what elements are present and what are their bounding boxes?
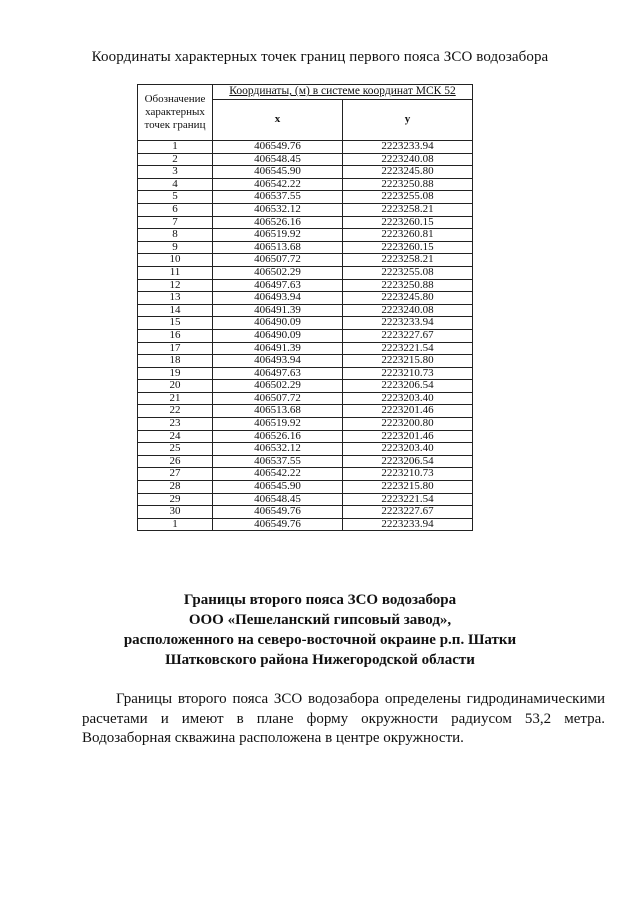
cell-y: 2223233.94 bbox=[343, 141, 473, 154]
cell-x: 406507.72 bbox=[213, 254, 343, 267]
cell-x: 406537.55 bbox=[213, 455, 343, 468]
cell-y: 2223258.21 bbox=[343, 203, 473, 216]
cell-x: 406491.39 bbox=[213, 304, 343, 317]
table-row bbox=[138, 203, 473, 216]
cell-y: 2223200.80 bbox=[343, 418, 473, 431]
cell-point: 30 bbox=[138, 506, 213, 519]
cell-x: 406519.92 bbox=[213, 229, 343, 242]
cell-point: 22 bbox=[138, 405, 213, 418]
cell-point: 27 bbox=[138, 468, 213, 481]
table-row bbox=[138, 481, 473, 494]
table-row bbox=[138, 418, 473, 431]
cell-x: 406502.29 bbox=[213, 380, 343, 393]
cell-y: 2223210.73 bbox=[343, 468, 473, 481]
cell-y: 2223201.46 bbox=[343, 430, 473, 443]
table-row bbox=[138, 229, 473, 242]
table-row bbox=[138, 468, 473, 481]
cell-x: 406507.72 bbox=[213, 392, 343, 405]
heading-line: ООО «Пешеланский гипсовый завод», bbox=[188, 612, 452, 628]
table-row bbox=[138, 367, 473, 380]
table-row bbox=[138, 266, 473, 279]
cell-point: 10 bbox=[138, 254, 213, 267]
table-row bbox=[138, 191, 473, 204]
cell-y: 2223245.80 bbox=[343, 292, 473, 305]
table-row bbox=[138, 443, 473, 456]
cell-x: 406497.63 bbox=[213, 279, 343, 292]
cell-y: 2223240.08 bbox=[343, 304, 473, 317]
table-row bbox=[138, 166, 473, 179]
cell-x: 406549.76 bbox=[213, 518, 343, 531]
cell-x: 406493.94 bbox=[213, 355, 343, 368]
cell-point: 23 bbox=[138, 418, 213, 431]
table-row bbox=[138, 518, 473, 531]
cell-y: 2223250.88 bbox=[343, 279, 473, 292]
table-row bbox=[138, 430, 473, 443]
column-header-y: у bbox=[343, 100, 473, 141]
cell-point: 9 bbox=[138, 241, 213, 254]
cell-x: 406549.76 bbox=[213, 141, 343, 154]
cell-point: 11 bbox=[138, 266, 213, 279]
cell-y: 2223203.40 bbox=[343, 443, 473, 456]
cell-point: 24 bbox=[138, 430, 213, 443]
table-row bbox=[138, 405, 473, 418]
cell-y: 2223221.54 bbox=[343, 493, 473, 506]
table-row bbox=[138, 304, 473, 317]
page-title: Координаты характерных точек границ первого пояса ЗСО водозабора bbox=[91, 49, 549, 65]
table-row bbox=[138, 178, 473, 191]
coordinates-table bbox=[137, 84, 473, 531]
cell-x: 406532.12 bbox=[213, 443, 343, 456]
column-header-x: х bbox=[213, 100, 343, 141]
heading-line: Границы второго пояса ЗСО водозабора bbox=[183, 592, 457, 608]
cell-point: 19 bbox=[138, 367, 213, 380]
cell-point: 13 bbox=[138, 292, 213, 305]
cell-y: 2223206.54 bbox=[343, 455, 473, 468]
table-row bbox=[138, 254, 473, 267]
cell-x: 406491.39 bbox=[213, 342, 343, 355]
cell-y: 2223255.08 bbox=[343, 266, 473, 279]
cell-point: 6 bbox=[138, 203, 213, 216]
second-zone-paragraph bbox=[82, 690, 605, 749]
cell-x: 406513.68 bbox=[213, 241, 343, 254]
table-row bbox=[138, 455, 473, 468]
cell-x: 406493.94 bbox=[213, 292, 343, 305]
paragraph-text: Границы второго пояса ЗСО водозабора определены гидродинамическими расчетами и имеют в плане форму окружности радиусом 53,2 метра. Водозаборная скважина расположена в центре окружности. bbox=[82, 691, 605, 746]
table-row bbox=[138, 141, 473, 154]
cell-y: 2223240.08 bbox=[343, 153, 473, 166]
cell-x: 406545.90 bbox=[213, 481, 343, 494]
cell-x: 406526.16 bbox=[213, 216, 343, 229]
coordinates-table-body bbox=[138, 141, 473, 531]
cell-x: 406502.29 bbox=[213, 266, 343, 279]
cell-point: 26 bbox=[138, 455, 213, 468]
cell-point: 17 bbox=[138, 342, 213, 355]
cell-point: 2 bbox=[138, 153, 213, 166]
cell-y: 2223215.80 bbox=[343, 481, 473, 494]
column-header-coordinates: Координаты, (м) в системе координат МСК 52 bbox=[213, 85, 473, 100]
cell-point: 3 bbox=[138, 166, 213, 179]
cell-y: 2223210.73 bbox=[343, 367, 473, 380]
cell-y: 2223203.40 bbox=[343, 392, 473, 405]
table-row bbox=[138, 329, 473, 342]
cell-y: 2223233.94 bbox=[343, 518, 473, 531]
cell-y: 2223258.21 bbox=[343, 254, 473, 267]
cell-point: 15 bbox=[138, 317, 213, 330]
cell-point: 1 bbox=[138, 141, 213, 154]
cell-x: 406490.09 bbox=[213, 317, 343, 330]
table-row bbox=[138, 493, 473, 506]
table-row bbox=[138, 342, 473, 355]
table-row bbox=[138, 317, 473, 330]
cell-x: 406513.68 bbox=[213, 405, 343, 418]
cell-point: 21 bbox=[138, 392, 213, 405]
cell-x: 406542.22 bbox=[213, 468, 343, 481]
cell-point: 16 bbox=[138, 329, 213, 342]
heading-line: Шатковского района Нижегородской области bbox=[165, 652, 475, 668]
cell-y: 2223201.46 bbox=[343, 405, 473, 418]
cell-x: 406519.92 bbox=[213, 418, 343, 431]
second-zone-heading bbox=[0, 590, 640, 670]
cell-x: 406497.63 bbox=[213, 367, 343, 380]
cell-y: 2223233.94 bbox=[343, 317, 473, 330]
cell-x: 406542.22 bbox=[213, 178, 343, 191]
cell-point: 7 bbox=[138, 216, 213, 229]
heading-line: расположенного на северо-восточной окраине р.п. Шатки bbox=[123, 632, 517, 648]
table-row bbox=[138, 392, 473, 405]
cell-point: 20 bbox=[138, 380, 213, 393]
cell-y: 2223227.67 bbox=[343, 506, 473, 519]
cell-y: 2223221.54 bbox=[343, 342, 473, 355]
cell-y: 2223215.80 bbox=[343, 355, 473, 368]
cell-point: 12 bbox=[138, 279, 213, 292]
table-row bbox=[138, 216, 473, 229]
cell-point: 18 bbox=[138, 355, 213, 368]
cell-y: 2223245.80 bbox=[343, 166, 473, 179]
cell-point: 1 bbox=[138, 518, 213, 531]
cell-y: 2223227.67 bbox=[343, 329, 473, 342]
cell-y: 2223260.15 bbox=[343, 216, 473, 229]
cell-point: 25 bbox=[138, 443, 213, 456]
cell-y: 2223260.15 bbox=[343, 241, 473, 254]
cell-point: 4 bbox=[138, 178, 213, 191]
cell-point: 29 bbox=[138, 493, 213, 506]
cell-x: 406548.45 bbox=[213, 153, 343, 166]
table-row bbox=[138, 292, 473, 305]
cell-x: 406549.76 bbox=[213, 506, 343, 519]
table-row bbox=[138, 380, 473, 393]
table-row bbox=[138, 355, 473, 368]
table-row bbox=[138, 506, 473, 519]
cell-y: 2223206.54 bbox=[343, 380, 473, 393]
cell-point: 28 bbox=[138, 481, 213, 494]
cell-x: 406545.90 bbox=[213, 166, 343, 179]
cell-point: 14 bbox=[138, 304, 213, 317]
cell-y: 2223250.88 bbox=[343, 178, 473, 191]
cell-point: 8 bbox=[138, 229, 213, 242]
cell-y: 2223255.08 bbox=[343, 191, 473, 204]
cell-x: 406526.16 bbox=[213, 430, 343, 443]
cell-x: 406490.09 bbox=[213, 329, 343, 342]
table-row bbox=[138, 153, 473, 166]
cell-x: 406537.55 bbox=[213, 191, 343, 204]
cell-y: 2223260.81 bbox=[343, 229, 473, 242]
column-header-point: Обозначение характерных точек границ bbox=[138, 85, 213, 141]
cell-x: 406532.12 bbox=[213, 203, 343, 216]
table-row bbox=[138, 279, 473, 292]
table-row bbox=[138, 241, 473, 254]
cell-x: 406548.45 bbox=[213, 493, 343, 506]
cell-point: 5 bbox=[138, 191, 213, 204]
